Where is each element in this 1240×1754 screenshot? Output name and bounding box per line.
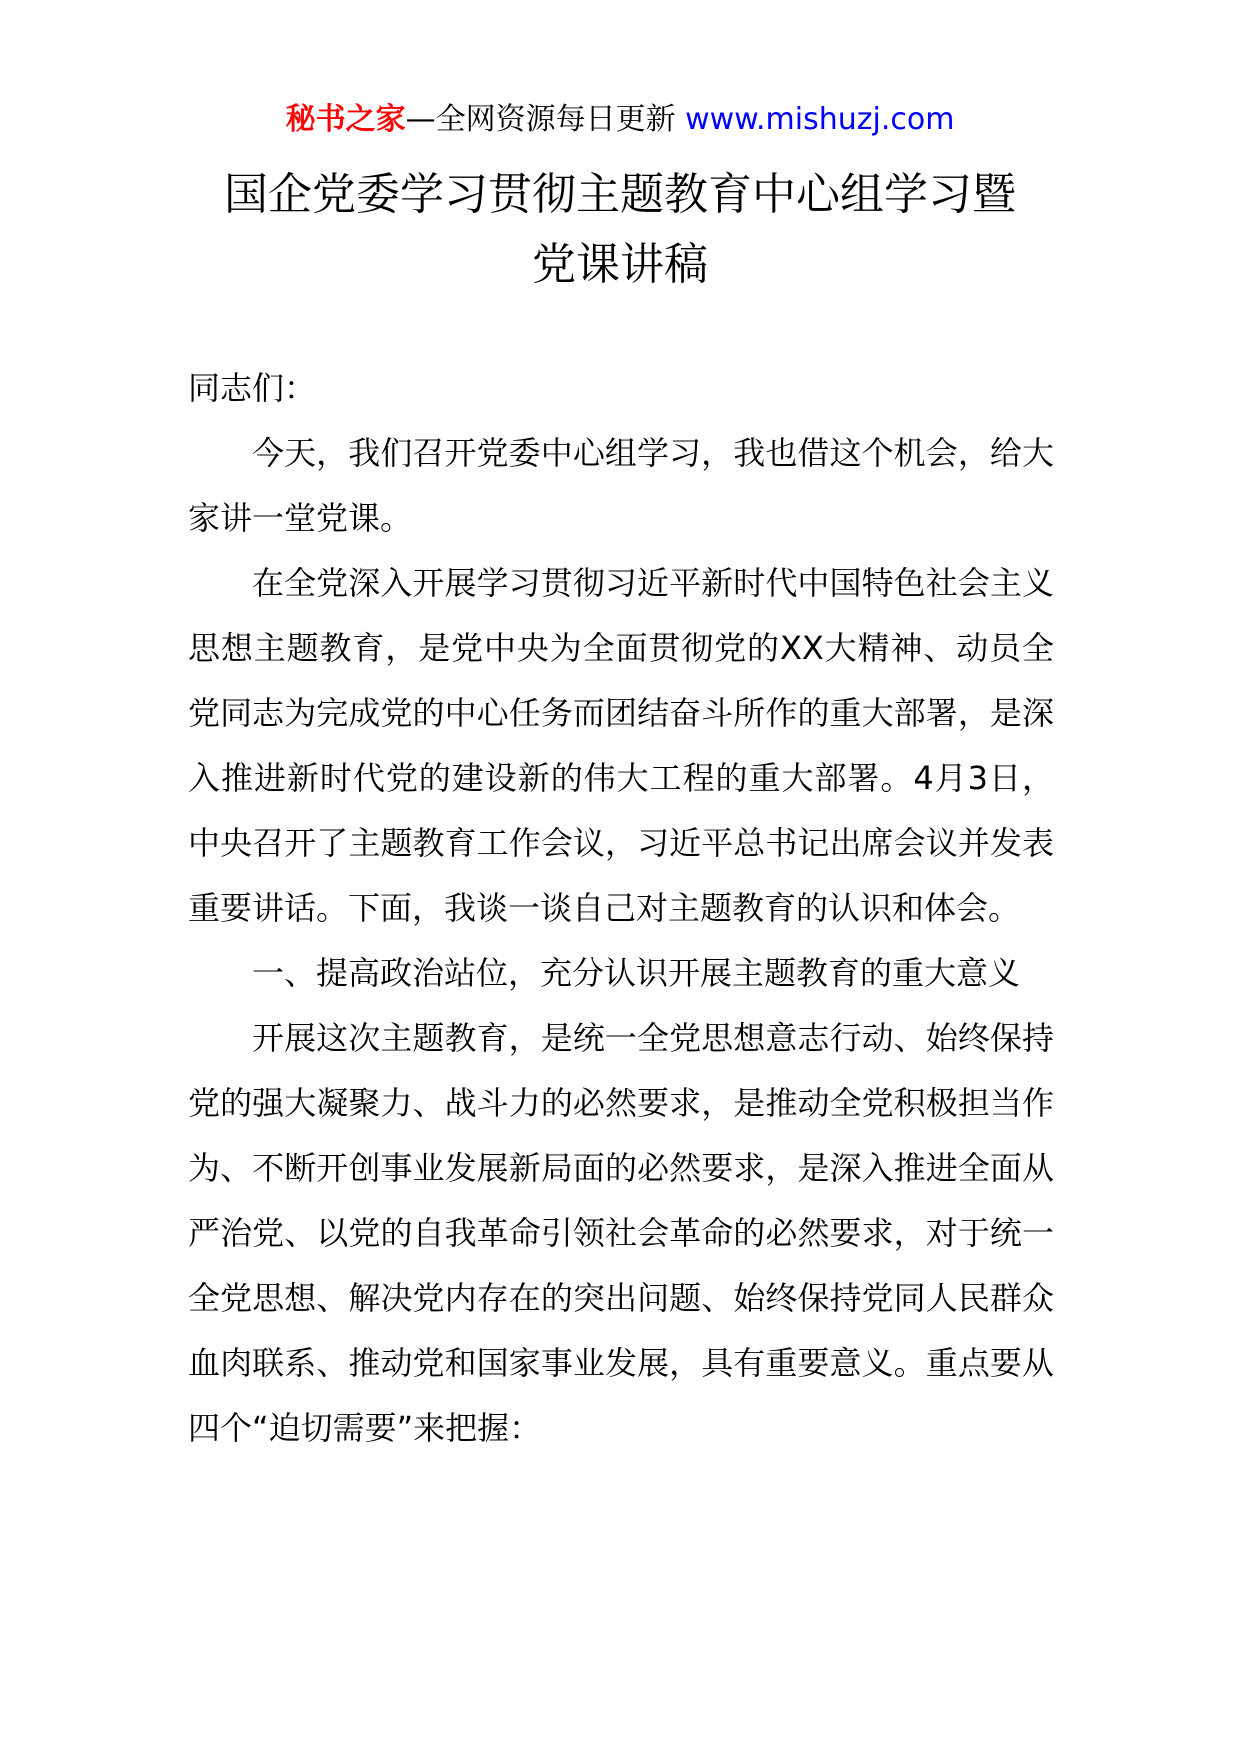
header-tagline: —全网资源每日更新 bbox=[405, 102, 676, 137]
paragraph-intro: 今天，我们召开党委中心组学习，我也借这个机会，给大家讲一堂党课。 bbox=[188, 434, 1054, 537]
salutation: 同志们： bbox=[188, 369, 317, 407]
paragraph-significance: 开展这次主题教育，是统一全党思想意志行动、始终保持党的强大凝聚力、战斗力的必然要求，是推动全党积极担当作为、不断开创事业发展新局面的必然要求，是深入推进全面从严治党、以党的自我革命引领社会革命的必然要求，对于统一全党思想、解决党内存在的突出问题、始终保持党同人民群众血肉联系、推动党和国家事业发展，具有重要意义。重点要从四个“迫切需要”来把握： bbox=[188, 1019, 1054, 1447]
site-header bbox=[0, 100, 1240, 140]
paragraph-background: 在全党深入开展学习贯彻习近平新时代中国特色社会主义思想主题教育，是党中央为全面贯彻党的XX大精神、动员全党同志为完成党的中心任务而团结奋斗所作的重大部署，是深入推进新时代党的建设新的伟大工程的重大部署。4月3日，中央召开了主题教育工作会议，习近平总书记出席会议并发表重要讲话。下面，我谈一谈自己对主题教育的认识和体会。 bbox=[188, 564, 1054, 927]
document-title bbox=[100, 160, 1140, 300]
title-line-1: 国企党委学习贯彻主题教育中心组学习暨 bbox=[224, 169, 1016, 220]
title-line-2: 党课讲稿 bbox=[532, 239, 708, 290]
section-heading-1: 一、提高政治站位，充分认识开展主题教育的重大意义 bbox=[252, 954, 1021, 992]
site-url-link[interactable]: www.mishuzj.com bbox=[685, 102, 955, 137]
document-body bbox=[188, 356, 1054, 1461]
brand-name: 秘书之家 bbox=[285, 102, 406, 137]
